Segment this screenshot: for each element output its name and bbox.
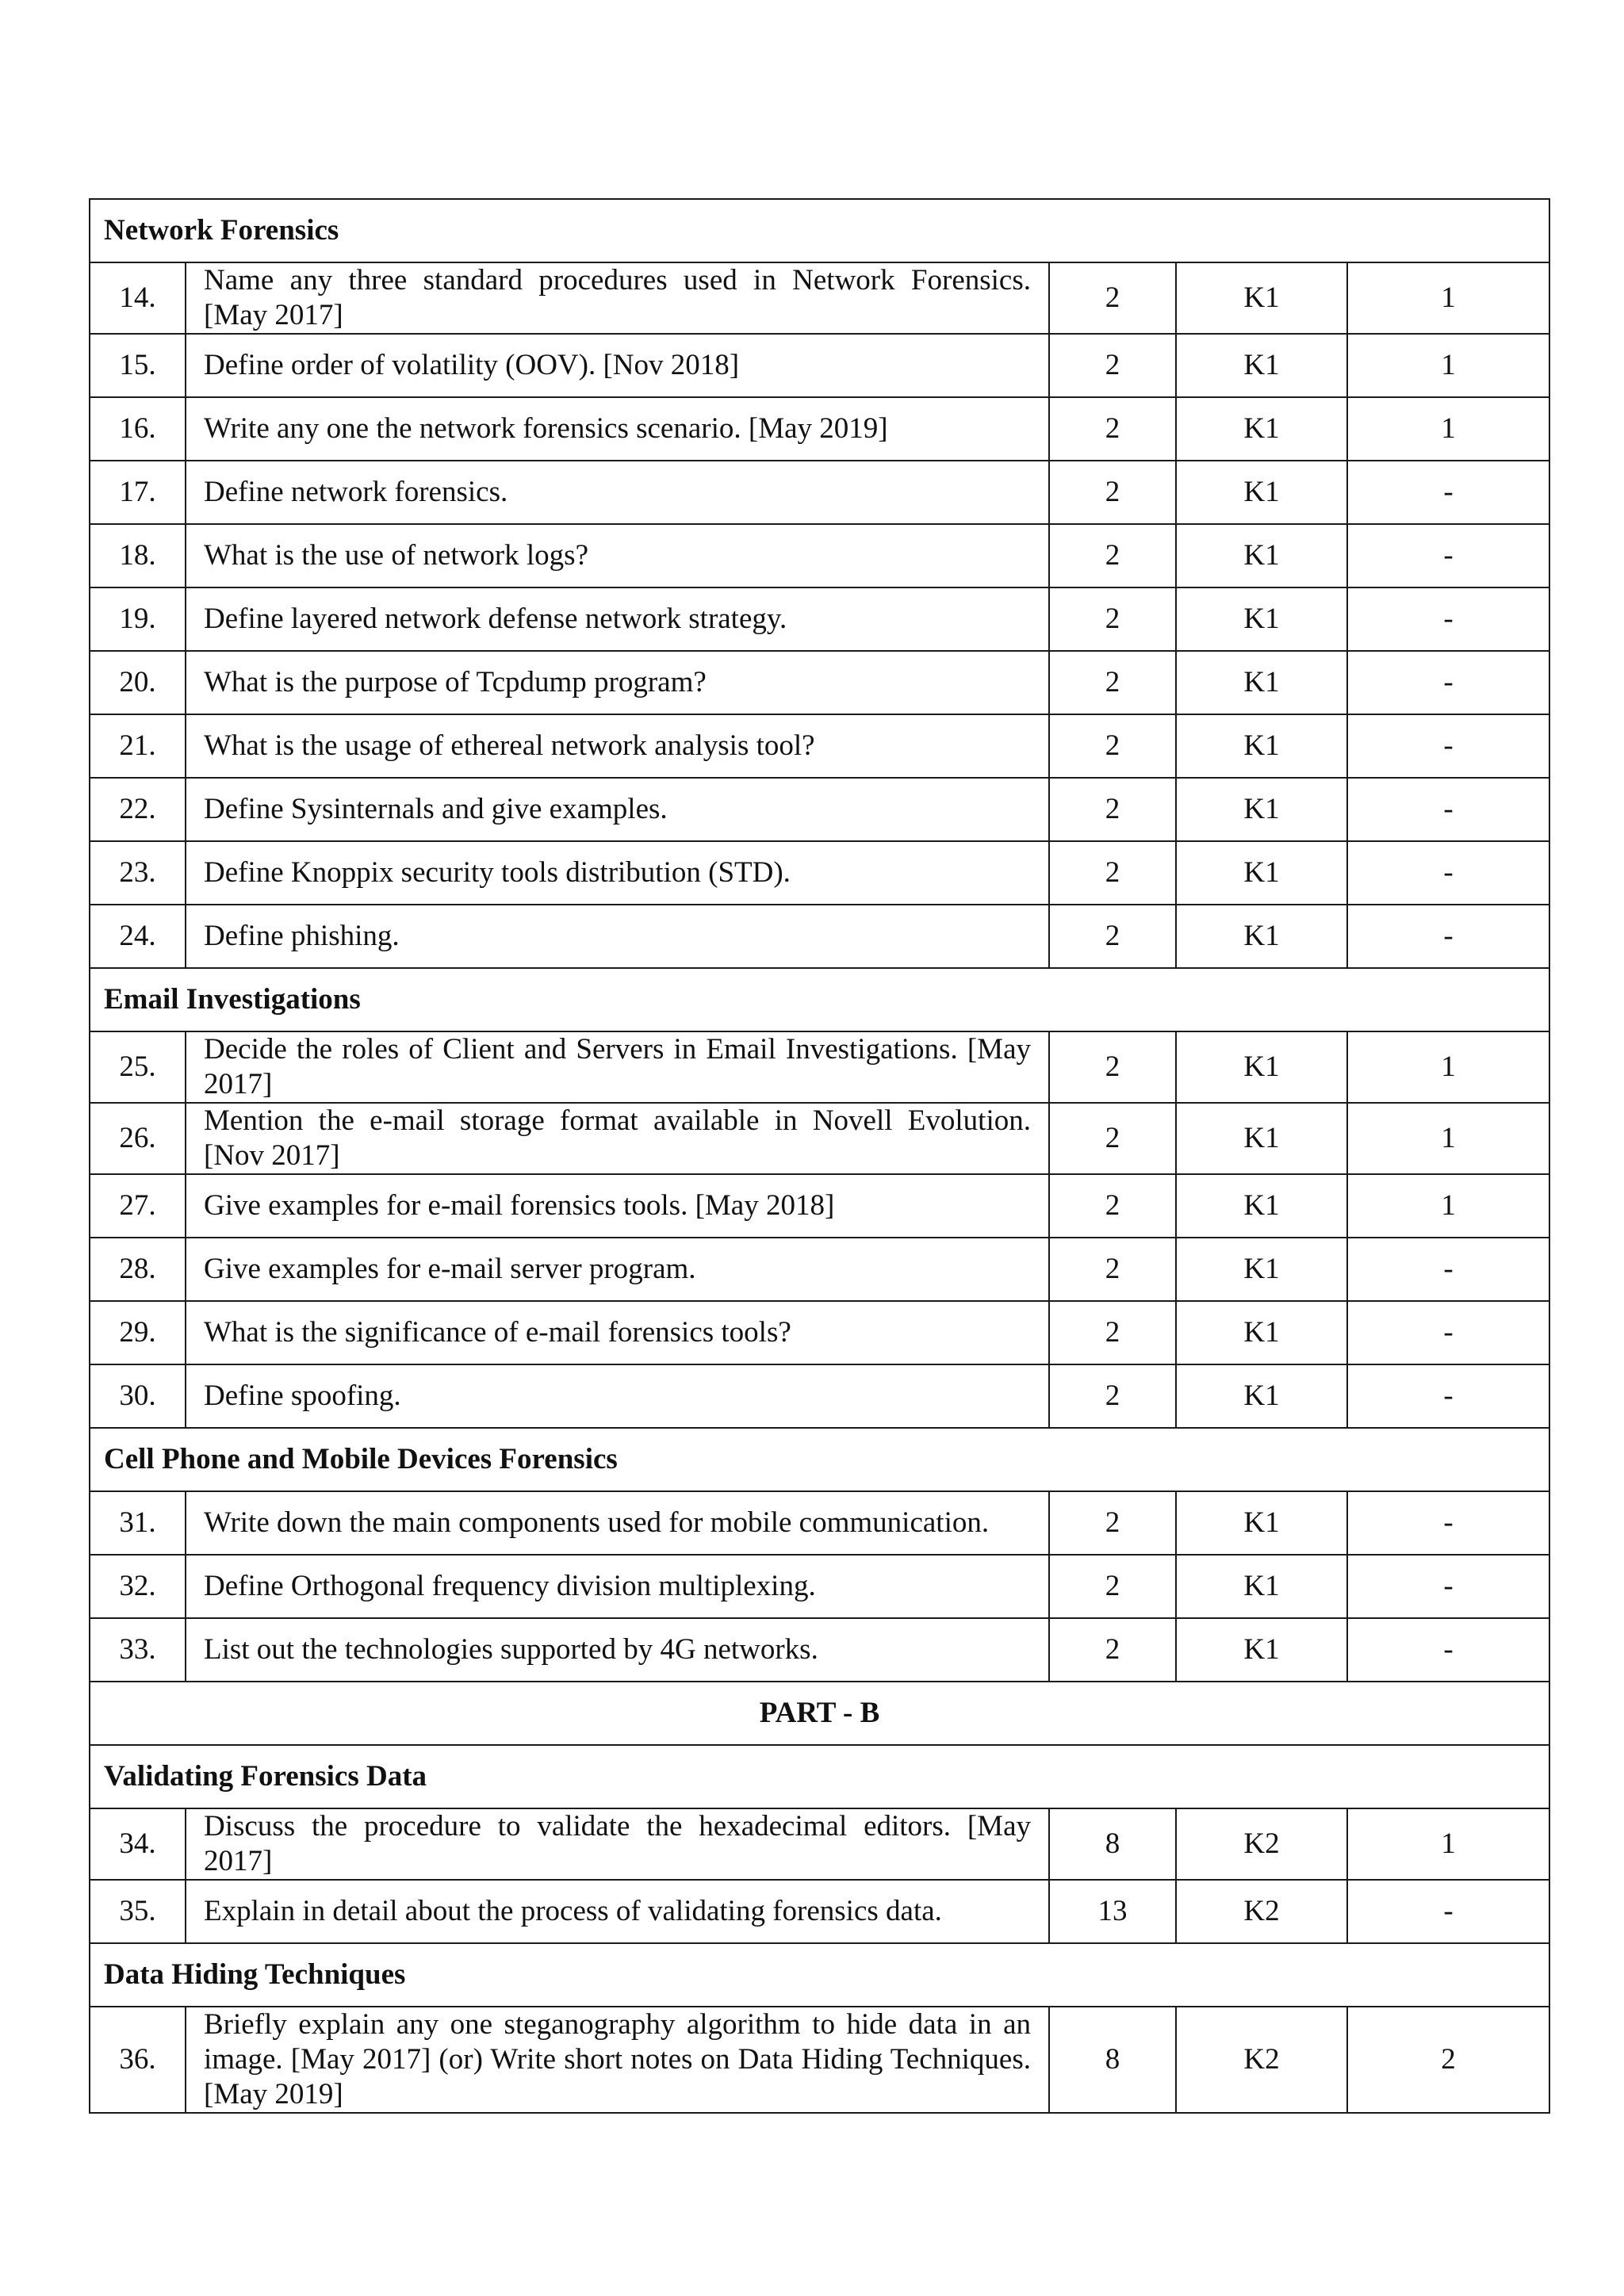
question-text: Define phishing. (186, 905, 1049, 968)
co-cell: 1 (1347, 1031, 1549, 1103)
section-title: Validating Forensics Data (90, 1745, 1549, 1808)
co-cell: - (1347, 1491, 1549, 1555)
marks-cell: 2 (1049, 524, 1176, 587)
co-cell: - (1347, 524, 1549, 587)
question-text: Define Knoppix security tools distribution (STD). (186, 841, 1049, 905)
co-cell: 1 (1347, 334, 1549, 397)
question-number: 18. (90, 524, 186, 587)
question-number: 14. (90, 262, 186, 334)
knowledge-level-cell: K1 (1176, 1364, 1347, 1428)
knowledge-level-cell: K2 (1176, 2007, 1347, 2113)
marks-cell: 2 (1049, 1364, 1176, 1428)
marks-cell: 2 (1049, 461, 1176, 524)
marks-cell: 2 (1049, 262, 1176, 334)
question-number: 31. (90, 1491, 186, 1555)
question-number: 32. (90, 1555, 186, 1618)
question-table-body (90, 199, 1549, 2113)
question-text: Name any three standard procedures used in Network Forensics. [May 2017] (186, 262, 1049, 334)
co-cell: - (1347, 714, 1549, 778)
question-row (90, 1103, 1549, 1174)
question-row (90, 1301, 1549, 1364)
marks-cell: 2 (1049, 714, 1176, 778)
question-number: 20. (90, 651, 186, 714)
section-heading-row (90, 968, 1549, 1031)
knowledge-level-cell: K2 (1176, 1808, 1347, 1880)
question-text: Discuss the procedure to validate the hexadecimal editors. [May 2017] (186, 1808, 1049, 1880)
marks-cell: 2 (1049, 1031, 1176, 1103)
co-cell: - (1347, 905, 1549, 968)
co-cell: - (1347, 841, 1549, 905)
question-number: 29. (90, 1301, 186, 1364)
knowledge-level-cell: K1 (1176, 1491, 1347, 1555)
knowledge-level-cell: K1 (1176, 262, 1347, 334)
question-number: 17. (90, 461, 186, 524)
question-number: 28. (90, 1238, 186, 1301)
co-cell: - (1347, 1880, 1549, 1943)
knowledge-level-cell: K1 (1176, 1238, 1347, 1301)
knowledge-level-cell: K1 (1176, 1031, 1347, 1103)
question-row (90, 2007, 1549, 2113)
question-number: 36. (90, 2007, 186, 2113)
section-heading-row (90, 199, 1549, 262)
section-heading-row (90, 1943, 1549, 2007)
co-cell: 1 (1347, 397, 1549, 461)
knowledge-level-cell: K1 (1176, 841, 1347, 905)
part-title: PART - B (90, 1682, 1549, 1745)
knowledge-level-cell: K1 (1176, 1301, 1347, 1364)
co-cell: - (1347, 461, 1549, 524)
question-text: Explain in detail about the process of validating forensics data. (186, 1880, 1049, 1943)
question-number: 15. (90, 334, 186, 397)
knowledge-level-cell: K1 (1176, 397, 1347, 461)
knowledge-level-cell: K1 (1176, 905, 1347, 968)
question-text: What is the purpose of Tcpdump program? (186, 651, 1049, 714)
knowledge-level-cell: K1 (1176, 334, 1347, 397)
co-cell: - (1347, 1618, 1549, 1682)
question-text: Write any one the network forensics scenario. [May 2019] (186, 397, 1049, 461)
question-row (90, 905, 1549, 968)
question-row (90, 1618, 1549, 1682)
knowledge-level-cell: K1 (1176, 714, 1347, 778)
knowledge-level-cell: K1 (1176, 1618, 1347, 1682)
question-number: 22. (90, 778, 186, 841)
marks-cell: 2 (1049, 905, 1176, 968)
question-row (90, 524, 1549, 587)
marks-cell: 8 (1049, 1808, 1176, 1880)
question-row (90, 1364, 1549, 1428)
marks-cell: 13 (1049, 1880, 1176, 1943)
question-number: 26. (90, 1103, 186, 1174)
question-row (90, 1555, 1549, 1618)
question-text: What is the usage of ethereal network analysis tool? (186, 714, 1049, 778)
marks-cell: 2 (1049, 334, 1176, 397)
question-row (90, 1174, 1549, 1238)
co-cell: 2 (1347, 2007, 1549, 2113)
question-number: 25. (90, 1031, 186, 1103)
question-text: Define order of volatility (OOV). [Nov 2018] (186, 334, 1049, 397)
question-number: 30. (90, 1364, 186, 1428)
marks-cell: 2 (1049, 587, 1176, 651)
co-cell: - (1347, 1555, 1549, 1618)
knowledge-level-cell: K1 (1176, 461, 1347, 524)
marks-cell: 2 (1049, 1174, 1176, 1238)
question-row (90, 461, 1549, 524)
question-text: Give examples for e-mail forensics tools. [May 2018] (186, 1174, 1049, 1238)
question-number: 21. (90, 714, 186, 778)
question-text: Define Sysinternals and give examples. (186, 778, 1049, 841)
part-heading-row (90, 1682, 1549, 1745)
question-text: Briefly explain any one steganography algorithm to hide data in an image. [May 2017] (or) Write short notes on Data Hiding Techniques. [May 2019] (186, 2007, 1049, 2113)
co-cell: - (1347, 587, 1549, 651)
question-row (90, 262, 1549, 334)
question-text: Define spoofing. (186, 1364, 1049, 1428)
marks-cell: 2 (1049, 1491, 1176, 1555)
co-cell: 1 (1347, 1103, 1549, 1174)
question-text: Define network forensics. (186, 461, 1049, 524)
question-text: Write down the main components used for mobile communication. (186, 1491, 1049, 1555)
question-row (90, 1491, 1549, 1555)
question-row (90, 587, 1549, 651)
question-row (90, 1808, 1549, 1880)
question-number: 33. (90, 1618, 186, 1682)
section-heading-row (90, 1428, 1549, 1491)
co-cell: - (1347, 1301, 1549, 1364)
question-number: 35. (90, 1880, 186, 1943)
co-cell: 1 (1347, 262, 1549, 334)
question-row (90, 1880, 1549, 1943)
question-number: 24. (90, 905, 186, 968)
marks-cell: 2 (1049, 1618, 1176, 1682)
question-row (90, 397, 1549, 461)
co-cell: 1 (1347, 1174, 1549, 1238)
question-text: Decide the roles of Client and Servers in Email Investigations. [May 2017] (186, 1031, 1049, 1103)
question-number: 23. (90, 841, 186, 905)
marks-cell: 2 (1049, 841, 1176, 905)
question-number: 19. (90, 587, 186, 651)
section-title: Data Hiding Techniques (90, 1943, 1549, 2007)
co-cell: - (1347, 778, 1549, 841)
knowledge-level-cell: K2 (1176, 1880, 1347, 1943)
marks-cell: 2 (1049, 1301, 1176, 1364)
marks-cell: 2 (1049, 1555, 1176, 1618)
question-number: 34. (90, 1808, 186, 1880)
marks-cell: 2 (1049, 397, 1176, 461)
question-text: Define layered network defense network strategy. (186, 587, 1049, 651)
knowledge-level-cell: K1 (1176, 1103, 1347, 1174)
question-text: List out the technologies supported by 4G networks. (186, 1618, 1049, 1682)
marks-cell: 2 (1049, 1238, 1176, 1301)
co-cell: - (1347, 651, 1549, 714)
question-text: What is the use of network logs? (186, 524, 1049, 587)
question-text: Define Orthogonal frequency division multiplexing. (186, 1555, 1049, 1618)
section-title: Cell Phone and Mobile Devices Forensics (90, 1428, 1549, 1491)
question-text: What is the significance of e-mail forensics tools? (186, 1301, 1049, 1364)
marks-cell: 2 (1049, 778, 1176, 841)
section-heading-row (90, 1745, 1549, 1808)
question-row (90, 334, 1549, 397)
knowledge-level-cell: K1 (1176, 651, 1347, 714)
section-title: Network Forensics (90, 199, 1549, 262)
question-bank-table (89, 198, 1550, 2114)
question-row (90, 651, 1549, 714)
knowledge-level-cell: K1 (1176, 524, 1347, 587)
question-row (90, 1031, 1549, 1103)
knowledge-level-cell: K1 (1176, 778, 1347, 841)
co-cell: - (1347, 1238, 1549, 1301)
question-number: 27. (90, 1174, 186, 1238)
co-cell: 1 (1347, 1808, 1549, 1880)
marks-cell: 2 (1049, 1103, 1176, 1174)
question-text: Give examples for e-mail server program. (186, 1238, 1049, 1301)
question-row (90, 714, 1549, 778)
marks-cell: 8 (1049, 2007, 1176, 2113)
question-text: Mention the e-mail storage format available in Novell Evolution. [Nov 2017] (186, 1103, 1049, 1174)
question-number: 16. (90, 397, 186, 461)
knowledge-level-cell: K1 (1176, 1555, 1347, 1618)
knowledge-level-cell: K1 (1176, 587, 1347, 651)
question-row (90, 841, 1549, 905)
knowledge-level-cell: K1 (1176, 1174, 1347, 1238)
co-cell: - (1347, 1364, 1549, 1428)
question-row (90, 1238, 1549, 1301)
question-row (90, 778, 1549, 841)
marks-cell: 2 (1049, 651, 1176, 714)
section-title: Email Investigations (90, 968, 1549, 1031)
